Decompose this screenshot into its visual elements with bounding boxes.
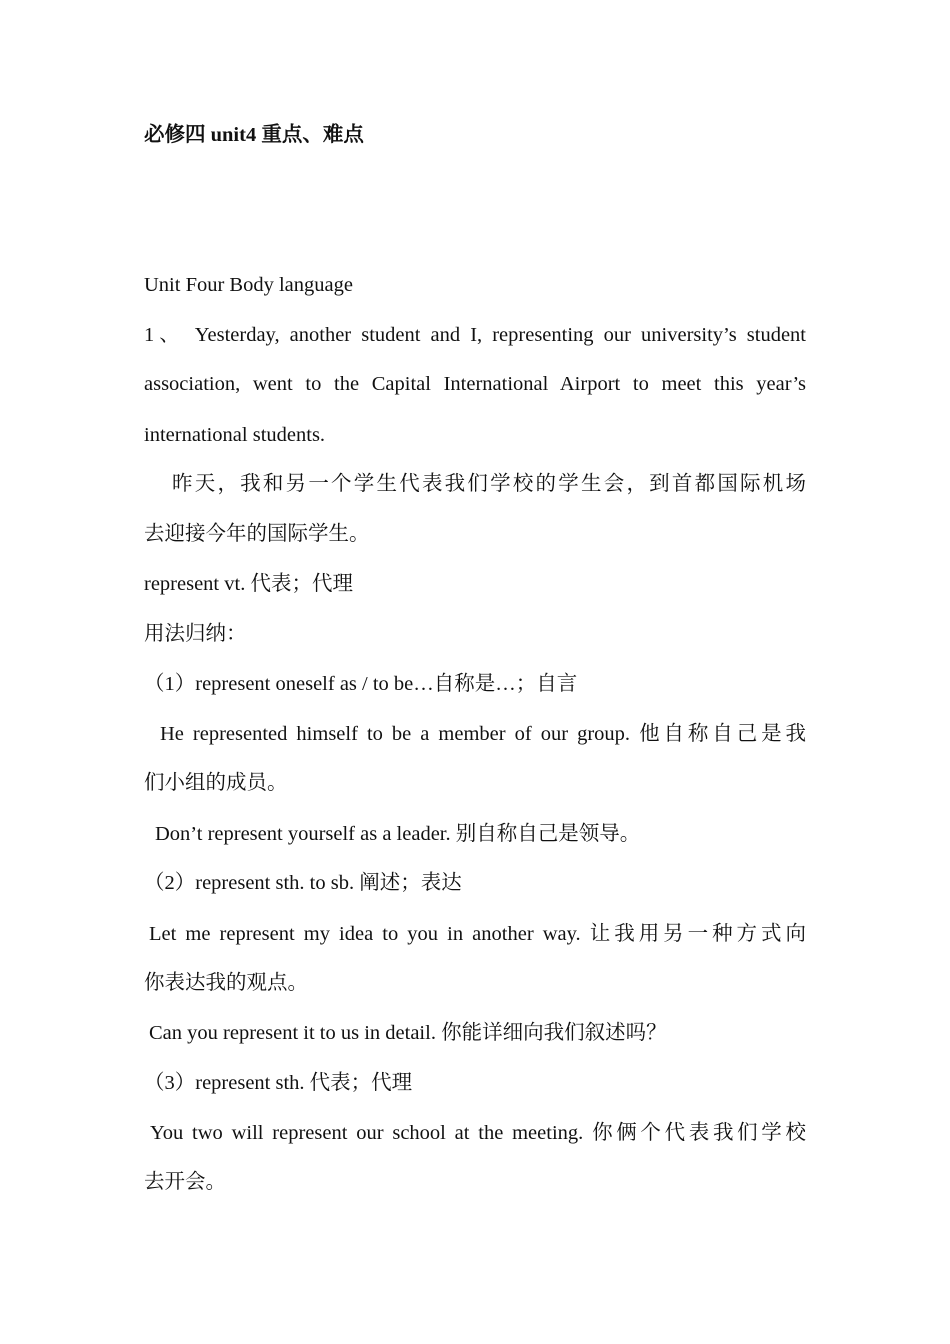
usage-1: （1）represent oneself as / to be…自称是…；自言 xyxy=(144,673,578,695)
usage-2: （2）represent sth. to sb. 阐述；表达 xyxy=(144,872,462,894)
usage-2-example-1-line-2: 你表达我的观点。 xyxy=(144,972,308,994)
usage-3-example-1-line-2: 去开会。 xyxy=(144,1171,226,1193)
usage-2-example-1-line-1: Let me represent my idea to you in another way. 让我用另一种方式向 xyxy=(149,923,806,945)
unit-heading: Unit Four Body language xyxy=(144,274,353,296)
sentence-1-translation-line-1: 昨天，我和另一个学生代表我们学校的学生会，到首都国际机场 xyxy=(172,473,806,495)
usage-3: （3）represent sth. 代表；代理 xyxy=(144,1072,413,1094)
sentence-1-translation-line-2: 去迎接今年的国际学生。 xyxy=(144,523,370,545)
usage-1-example-1-line-2: 们小组的成员。 xyxy=(144,772,288,794)
sentence-1-line-3: international students. xyxy=(144,424,326,446)
usage-3-example-1-line-1: You two will represent our school at the meeting. 你俩个代表我们学校 xyxy=(150,1122,806,1144)
document-title: 必修四 unit4 重点、难点 xyxy=(144,124,364,146)
usage-2-example-2: Can you represent it to us in detail. 你能详细向我们叙述吗？ xyxy=(149,1022,667,1044)
usage-heading: 用法归纳： xyxy=(144,623,247,645)
sentence-1-line-2: association, went to the Capital International Airport to meet this year’s xyxy=(144,373,806,395)
word-definition: represent vt. 代表；代理 xyxy=(144,573,353,595)
usage-1-example-2: Don’t represent yourself as a leader. 别自称自己是领导。 xyxy=(155,823,641,845)
sentence-1-line-1: 1、 Yesterday, another student and I, representing our university’s student xyxy=(144,324,806,346)
usage-1-example-1-line-1: He represented himself to be a member of our group. 他自称自己是我 xyxy=(160,723,806,745)
